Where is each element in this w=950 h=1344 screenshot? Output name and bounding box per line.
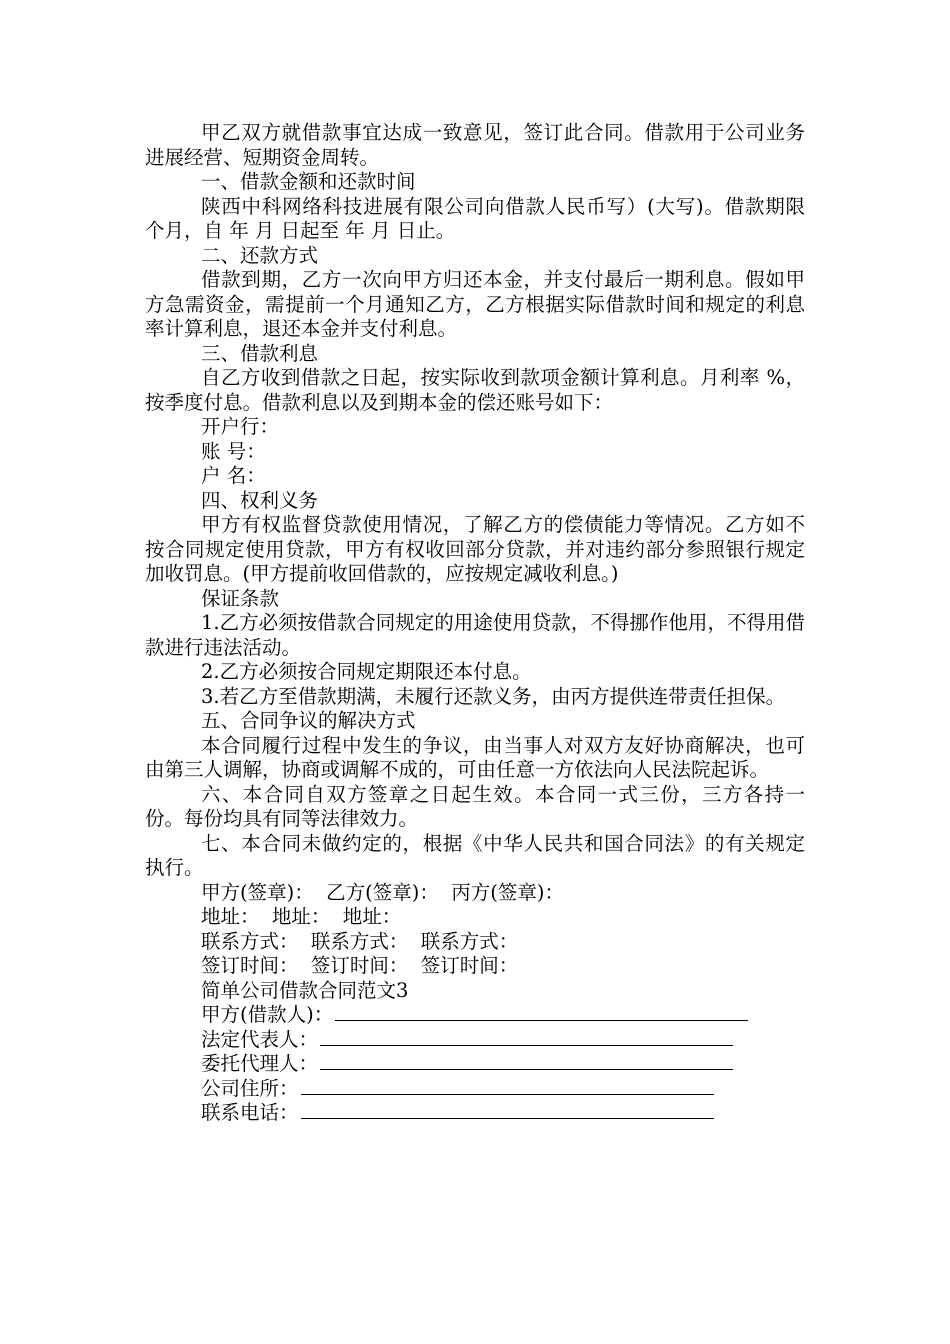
field-address	[145, 1077, 805, 1102]
field-legal-rep	[145, 1028, 805, 1053]
field-address-label: 公司住所：	[201, 1076, 299, 1100]
field-phone-blank[interactable]	[301, 1117, 714, 1119]
field-phone-label: 联系电话：	[201, 1101, 299, 1124]
repayment-paragraph: 借款到期，乙方一次向甲方归还本金，并支付最后一期利息。假如甲方急需资金，需提前一个月通知乙方，乙方根据实际借款时间和规定的利息率计算利息，退还本金并支付利息。	[145, 268, 805, 340]
address-line: 地址： 地址： 地址：	[201, 905, 402, 928]
intro-paragraph: 甲乙双方就借款事宜达成一致意见，签订此合同。借款用于公司业务进展经营、短期资金周转。	[145, 121, 805, 169]
field-borrower-label: 甲方(借款人)：	[201, 1003, 334, 1026]
heading-repayment: 二、还款方式	[201, 243, 319, 267]
interest-paragraph: 自乙方收到借款之日起，按实际收到款项金额计算利息。月利率 %，按季度付息。借款利息以及到期本金的偿还账号如下：	[145, 366, 805, 414]
loan-amount-paragraph: 陕西中科网络科技进展有限公司向借款人民币写）(大写)。借款期限 个月，自 年 月 日起至 年 月 日止。	[145, 194, 805, 242]
bank-line: 开户行：	[201, 415, 280, 438]
account-name-line: 户 名：	[201, 464, 266, 487]
signature-line: 甲方(签章)： 乙方(签章)： 丙方(签章)：	[201, 880, 564, 904]
heading-guarantee: 保证条款	[201, 586, 280, 610]
guarantee-item-2: 2.乙方必须按合同规定期限还本付息。	[201, 660, 532, 683]
dispute-paragraph: 本合同履行过程中发生的争议，由当事人对双方友好协商解决，也可由第三人调解，协商或调解不成的，可由任意一方依法向人民法院起诉。	[145, 733, 805, 781]
section-title-template-3: 简单公司借款合同范文3	[201, 978, 409, 1002]
field-legal-rep-label: 法定代表人：	[201, 1027, 319, 1051]
heading-interest: 三、借款利息	[201, 341, 319, 365]
account-number-line: 账 号：	[201, 439, 266, 463]
contact-line: 联系方式： 联系方式： 联系方式：	[201, 929, 519, 953]
other-paragraph: 七、本合同未做约定的，根据《中华人民共和国合同法》的有关规定执行。	[145, 831, 805, 879]
field-address-blank[interactable]	[301, 1093, 714, 1095]
sign-date-line: 签订时间： 签订时间： 签订时间：	[201, 954, 519, 977]
field-agent-blank[interactable]	[320, 1068, 733, 1070]
guarantee-item-1: 1.乙方必须按借款合同规定的用途使用贷款，不得挪作他用，不得用借款进行违法活动。	[145, 611, 805, 659]
guarantee-item-3: 3.若乙方至借款期满，未履行还款义务，由丙方提供连带责任担保。	[201, 684, 786, 708]
field-agent-label: 委托代理人：	[201, 1052, 319, 1075]
heading-rights: 四、权利义务	[201, 488, 319, 512]
effect-paragraph: 六、本合同自双方签章之日起生效。本合同一式三份，三方各持一份。每份均具有同等法律效力。	[145, 782, 805, 830]
contract-body	[145, 121, 805, 1126]
field-borrower	[145, 1003, 805, 1028]
field-agent	[145, 1052, 805, 1077]
heading-dispute: 五、合同争议的解决方式	[201, 709, 416, 732]
field-borrower-blank[interactable]	[335, 1019, 748, 1021]
rights-paragraph: 甲方有权监督贷款使用情况，了解乙方的偿债能力等情况。乙方如不按合同规定使用贷款，甲方有权收回部分贷款，并对违约部分参照银行规定加收罚息。(甲方提前收回借款的，应按规定减收利息。)	[145, 513, 805, 585]
heading-loan-amount: 一、借款金额和还款时间	[201, 170, 416, 193]
field-legal-rep-blank[interactable]	[320, 1044, 733, 1046]
field-phone	[145, 1101, 805, 1126]
